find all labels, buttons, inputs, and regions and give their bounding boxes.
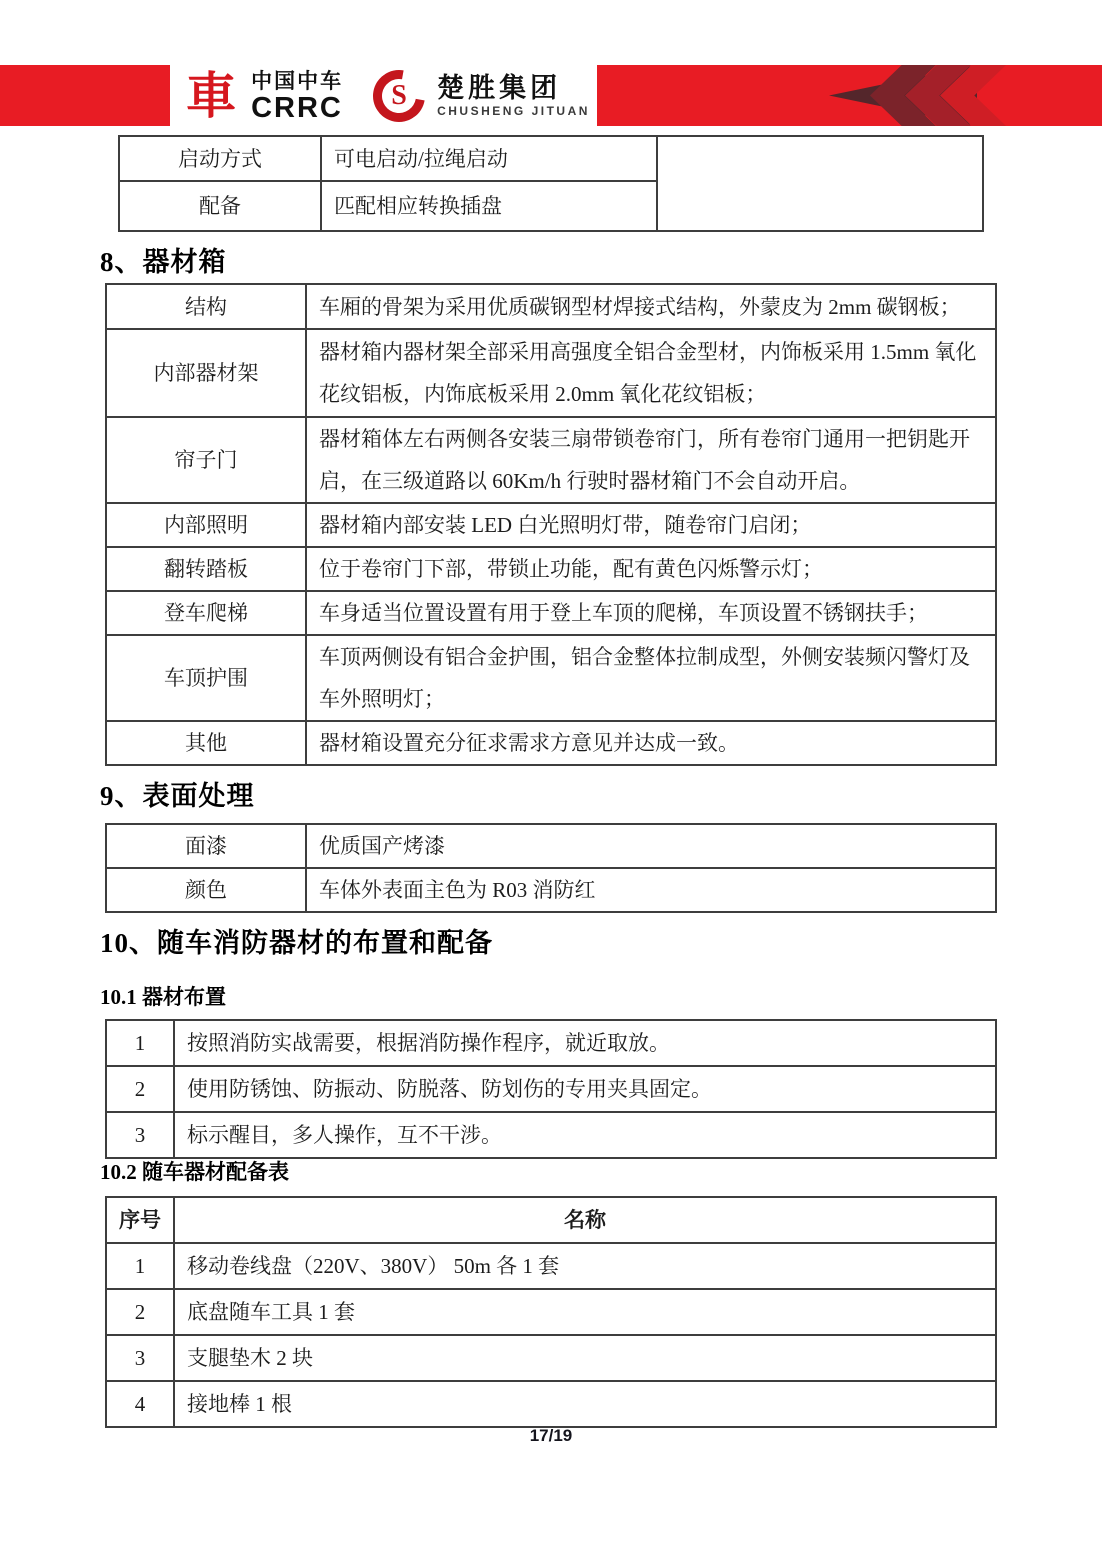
table-row [106, 1289, 996, 1335]
spec-value: 位于卷帘门下部，带锁止功能，配有黄色闪烁警示灯； [306, 547, 996, 591]
page-number: 17/19 [529, 1426, 573, 1445]
table-row [106, 1112, 996, 1158]
section10-2-heading: 10.2 随车器材配备表 [100, 1160, 289, 1184]
spec-value: 车顶两侧设有铝合金护围，铝合金整体拉制成型，外侧安装频闪警灯及车外照明灯； [306, 635, 996, 721]
table-row [119, 136, 983, 181]
crrc-name-en: CRRC [251, 91, 343, 124]
table-row [106, 417, 996, 503]
spec-label: 配备 [119, 181, 321, 231]
onboard-equipment-table [105, 1196, 997, 1428]
row-number: 2 [106, 1289, 174, 1335]
spec-label: 启动方式 [119, 136, 321, 181]
column-header-name: 名称 [174, 1197, 996, 1243]
chusheng-logo-icon [373, 70, 425, 122]
chusheng-s-letter: S [391, 79, 407, 111]
surface-treatment-table [105, 823, 997, 913]
table-row [106, 284, 996, 329]
spec-label: 结构 [106, 284, 306, 329]
row-text: 使用防锈蚀、防振动、防脱落、防划伤的专用夹具固定。 [174, 1066, 996, 1112]
table-row [106, 1335, 996, 1381]
header-red-block-left [0, 65, 170, 126]
row-number: 1 [106, 1020, 174, 1066]
section9-heading: 9、表面处理 [100, 781, 255, 811]
crrc-logo-icon: 車 [186, 67, 237, 124]
spec-empty-cell [657, 136, 983, 231]
spec-value: 器材箱体左右两侧各安装三扇带锁卷帘门，所有卷帘门通用一把钥匙开启，在三级道路以 60Km/h 行驶时器材箱门不会自动开启。 [306, 417, 996, 503]
spec-value: 器材箱内部安装 LED 白光照明灯带，随卷帘门启闭； [306, 503, 996, 547]
spec-label: 登车爬梯 [106, 591, 306, 635]
table-row [106, 1066, 996, 1112]
spec-value: 器材箱设置充分征求需求方意见并达成一致。 [306, 721, 996, 765]
spec-label: 内部照明 [106, 503, 306, 547]
equipment-layout-table [105, 1019, 997, 1159]
spec-value: 车身适当位置设置有用于登上车顶的爬梯，车顶设置不锈钢扶手； [306, 591, 996, 635]
row-number: 3 [106, 1112, 174, 1158]
spec-value: 车厢的骨架为采用优质碳钢型材焊接式结构，外蒙皮为 2mm 碳钢板； [306, 284, 996, 329]
table-row [106, 1381, 996, 1427]
row-text: 底盘随车工具 1 套 [174, 1289, 996, 1335]
row-number: 3 [106, 1335, 174, 1381]
table-row [106, 547, 996, 591]
table-row [106, 868, 996, 912]
header-band [0, 65, 1102, 126]
spec-label: 车顶护围 [106, 635, 306, 721]
equipment-box-table [105, 283, 997, 766]
section10-heading: 10、随车消防器材的布置和配备 [100, 928, 493, 958]
table-header-row [106, 1197, 996, 1243]
table-row [106, 329, 996, 417]
header-red-band-right [597, 65, 1102, 126]
column-header-index: 序号 [106, 1197, 174, 1243]
table-row [106, 1020, 996, 1066]
crrc-name-cn: 中国中车 [251, 69, 344, 93]
spec-label: 其他 [106, 721, 306, 765]
section8-heading: 8、器材箱 [100, 247, 227, 277]
spec-label: 内部器材架 [106, 329, 306, 417]
spec-label: 翻转踏板 [106, 547, 306, 591]
spec-value: 可电启动/拉绳启动 [321, 136, 657, 181]
table-row [106, 503, 996, 547]
spec-table-continued [118, 135, 984, 232]
spec-value: 车体外表面主色为 R03 消防红 [306, 868, 996, 912]
row-text: 标示醒目，多人操作，互不干涉。 [174, 1112, 996, 1158]
table-row [106, 1243, 996, 1289]
chusheng-logo-text [437, 73, 590, 119]
spec-label: 面漆 [106, 824, 306, 868]
spec-value: 器材箱内器材架全部采用高强度全铝合金型材，内饰板采用 1.5mm 氧化花纹铝板，内饰底板采用 2.0mm 氧化花纹铝板； [306, 329, 996, 417]
crrc-logo-text [251, 70, 343, 122]
table-row [106, 721, 996, 765]
row-text: 按照消防实战需要，根据消防操作程序，就近取放。 [174, 1020, 996, 1066]
spec-label: 颜色 [106, 868, 306, 912]
row-number: 1 [106, 1243, 174, 1289]
spec-value: 匹配相应转换插盘 [321, 181, 657, 231]
spec-value: 优质国产烤漆 [306, 824, 996, 868]
spec-label: 帘子门 [106, 417, 306, 503]
section10-1-heading: 10.1 器材布置 [100, 985, 226, 1009]
table-row [106, 635, 996, 721]
table-row [106, 824, 996, 868]
row-number: 4 [106, 1381, 174, 1427]
chusheng-name-cn: 楚胜集团 [437, 72, 562, 103]
header-logos [170, 65, 597, 126]
row-text: 支腿垫木 2 块 [174, 1335, 996, 1381]
table-row [106, 591, 996, 635]
row-number: 2 [106, 1066, 174, 1112]
chusheng-name-en: CHUSHENG JITUAN [437, 103, 590, 118]
row-text: 移动卷线盘（220V、380V） 50m 各 1 套 [174, 1243, 996, 1289]
row-text: 接地棒 1 根 [174, 1381, 996, 1427]
